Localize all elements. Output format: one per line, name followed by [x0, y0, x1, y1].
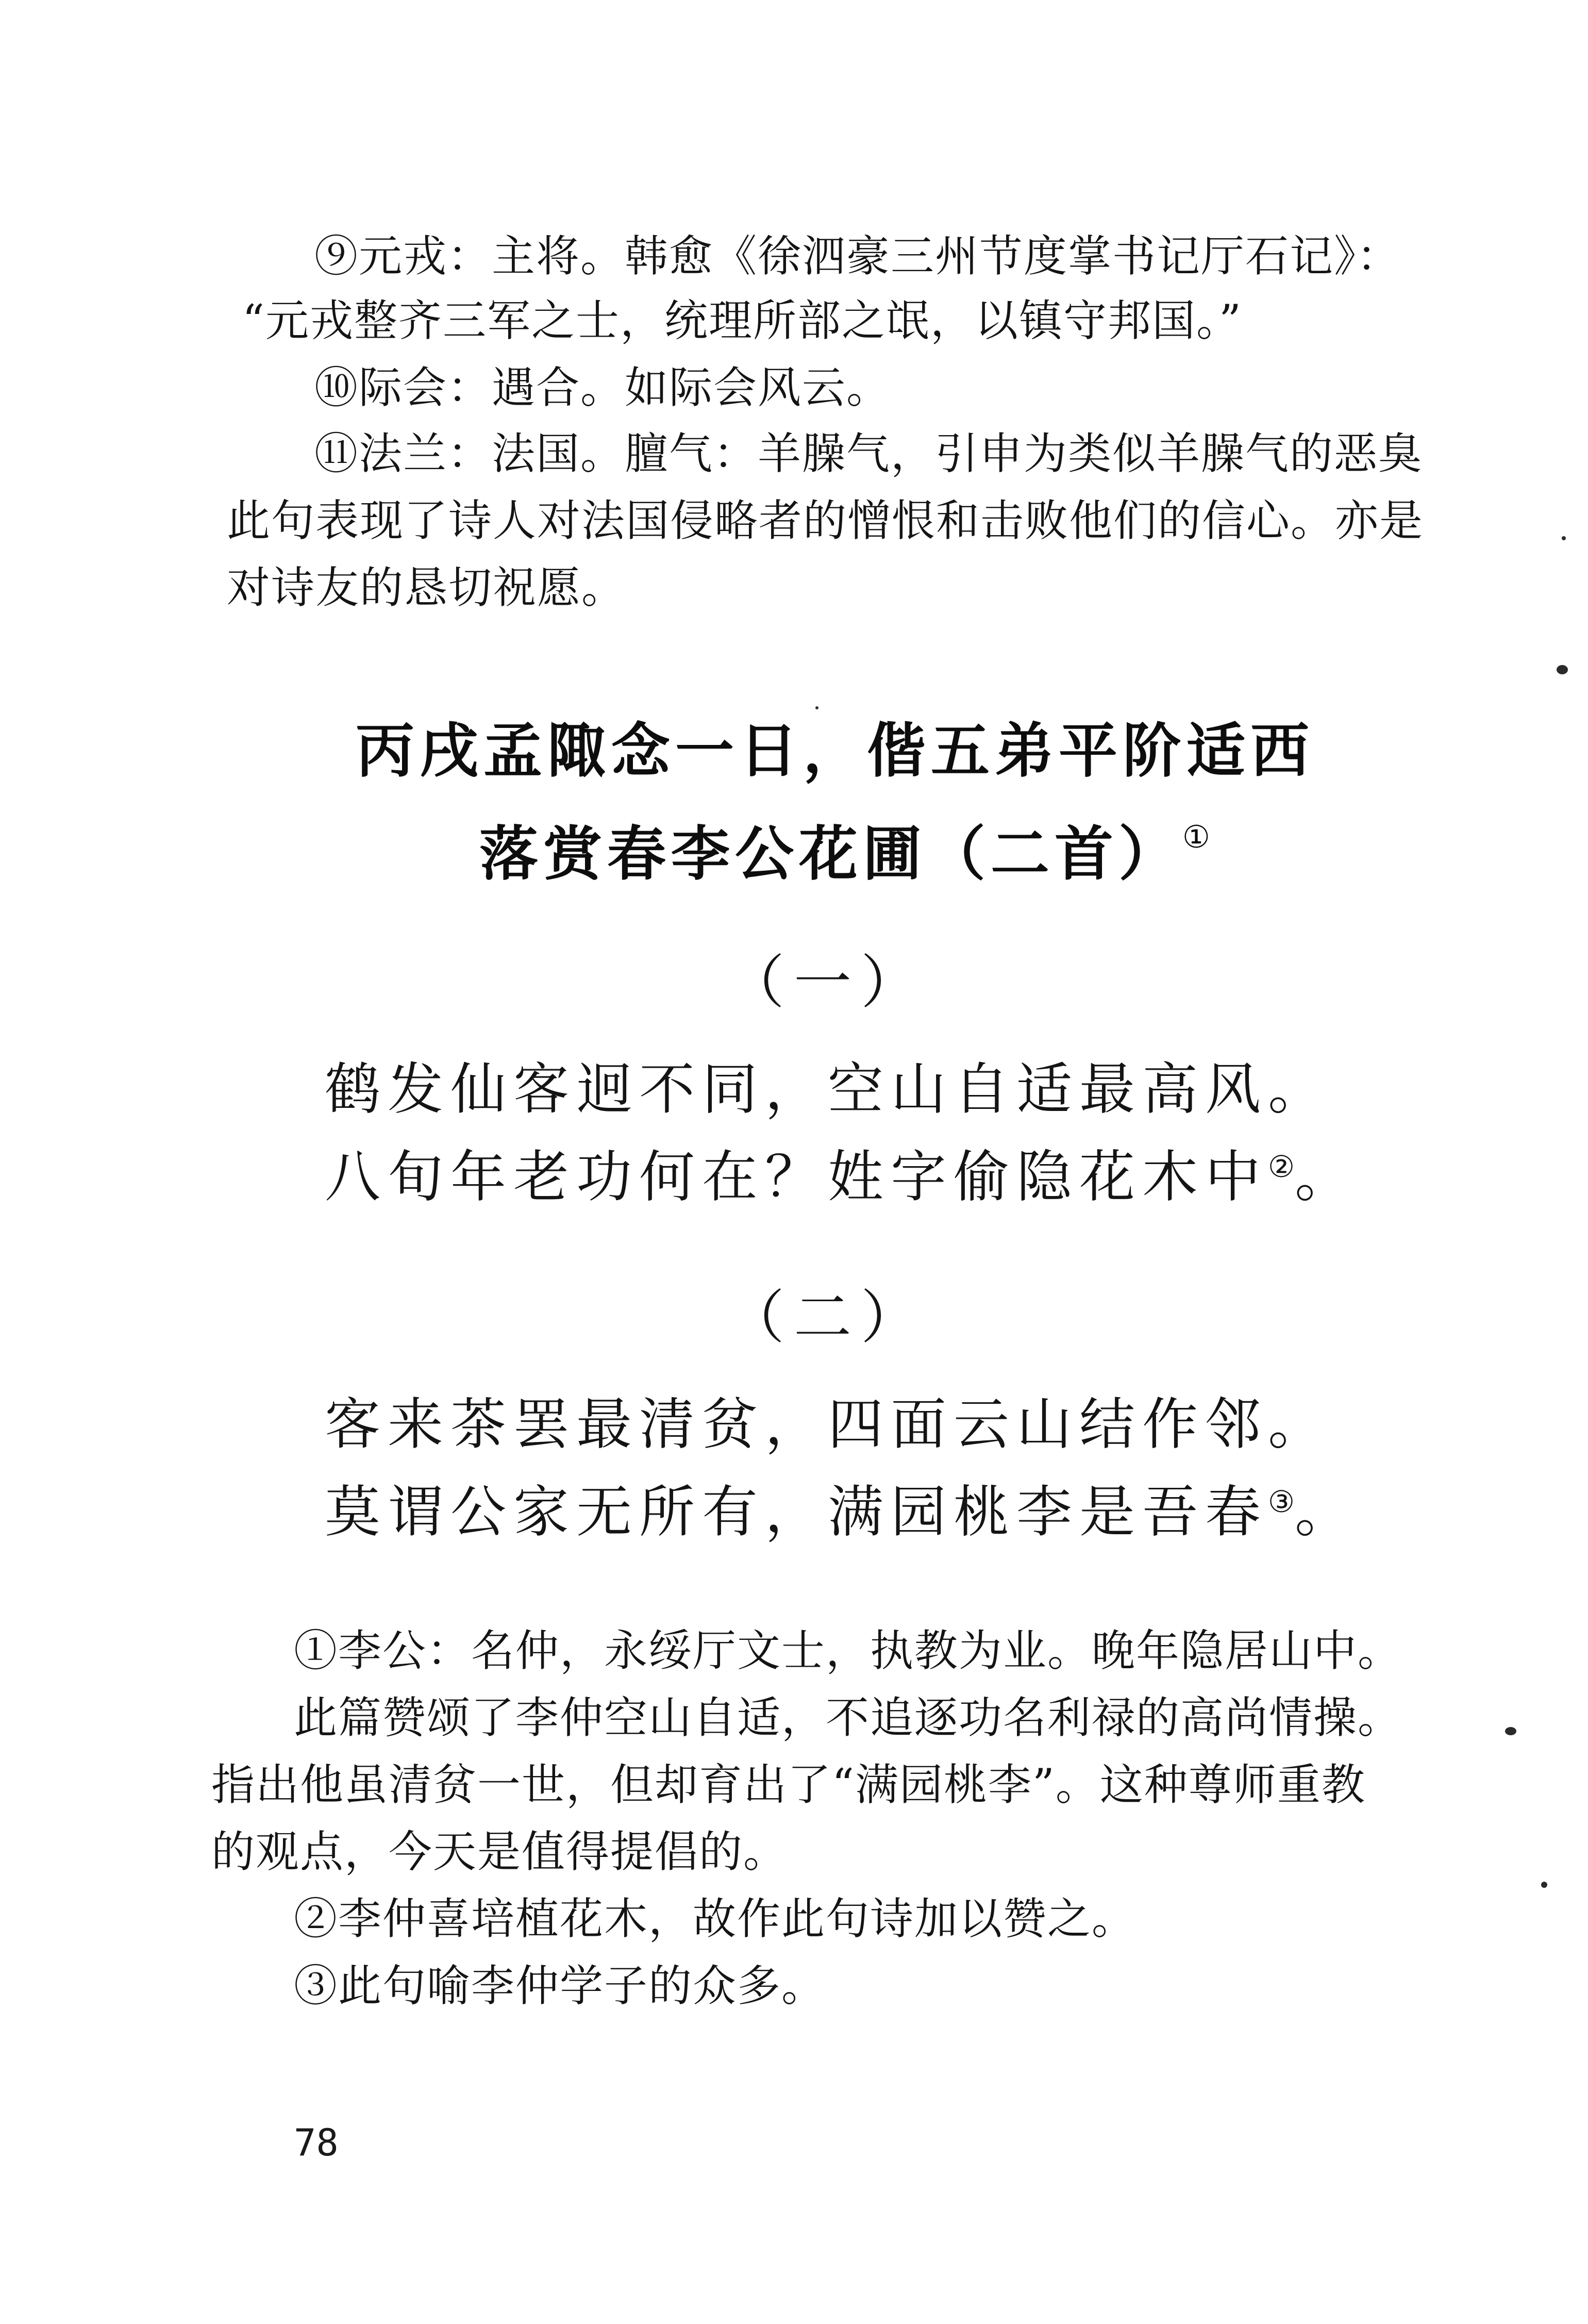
footnote-1-line-4: 的观点，今天是值得提倡的。: [211, 1827, 788, 1877]
poem-2-line-2-end: 。: [1295, 1480, 1358, 1545]
footnote-11-line-3: 对诗友的恳切祝愿。: [227, 562, 626, 613]
scan-speck: [1505, 1727, 1516, 1735]
scan-speck: [815, 706, 818, 709]
title-note-mark: ①: [1182, 819, 1210, 855]
poem-1-line-2-end: 。: [1295, 1145, 1358, 1209]
section-heading-1: （一）: [727, 949, 928, 1016]
footnote-9-line-1: ⑨元戎：主将。韩愈《徐泗豪三州节度掌书记厅石记》：: [314, 231, 1401, 281]
scan-speck: [1562, 536, 1566, 540]
page-number: 78: [294, 2121, 339, 2164]
poem-title-line-2: [479, 819, 1210, 888]
footnote-1-line-2: 此篇赞颂了李仲空山自适，不追逐功名利禄的高尚情操。: [294, 1692, 1402, 1743]
poem-2-line-2-text: 莫谓公家无所有，满园桃李是吾春: [325, 1480, 1268, 1545]
poem-1-note-mark: ②: [1268, 1149, 1295, 1184]
section-heading-2: （二）: [727, 1284, 928, 1351]
footnote-11-line-1: ⑪法兰：法国。膻气：羊臊气，引申为类似羊臊气的恶臭: [314, 428, 1423, 479]
poem-2-note-mark: ③: [1268, 1484, 1295, 1519]
poem-1-line-2-text: 八旬年老功何在？姓字偷隐花木中: [325, 1145, 1268, 1209]
footnote-2: ②李仲喜培植花木，故作此句诗加以赞之。: [294, 1894, 1136, 1944]
footnote-9-line-2: “元戎整齐三军之士，统理所部之氓，以镇守邦国。”: [242, 295, 1242, 346]
footnote-10: ⑩际会：遇合。如际会风云。: [314, 362, 891, 413]
footnote-11-line-2: 此句表现了诗人对法国侵略者的憎恨和击败他们的信心。亦是: [227, 495, 1424, 546]
scan-speck: [1557, 665, 1568, 674]
footnote-1-line-1: ①李公：名仲，永绥厅文士，执教为业。晚年隐居山中。: [294, 1625, 1402, 1676]
poem-2-line-2: [325, 1480, 1358, 1545]
footnote-3: ③此句喻李仲学子的众多。: [294, 1961, 826, 2011]
footnote-1-line-3: 指出他虽清贫一世，但却育出了“满园桃李”。这种尊师重教: [211, 1759, 1366, 1810]
poem-title-line-1: 丙戌孟陬念一日，偕五弟平阶适西: [356, 717, 1315, 785]
scan-speck: [1541, 1882, 1547, 1888]
poem-title-text: 落赏春李公花圃（二首）: [479, 820, 1183, 888]
poem-1-line-1: 鹤发仙客迥不同，空山自适最高风。: [325, 1057, 1331, 1122]
poem-1-line-2: [325, 1145, 1358, 1209]
poem-2-line-1: 客来茶罢最清贫，四面云山结作邻。: [325, 1392, 1331, 1457]
